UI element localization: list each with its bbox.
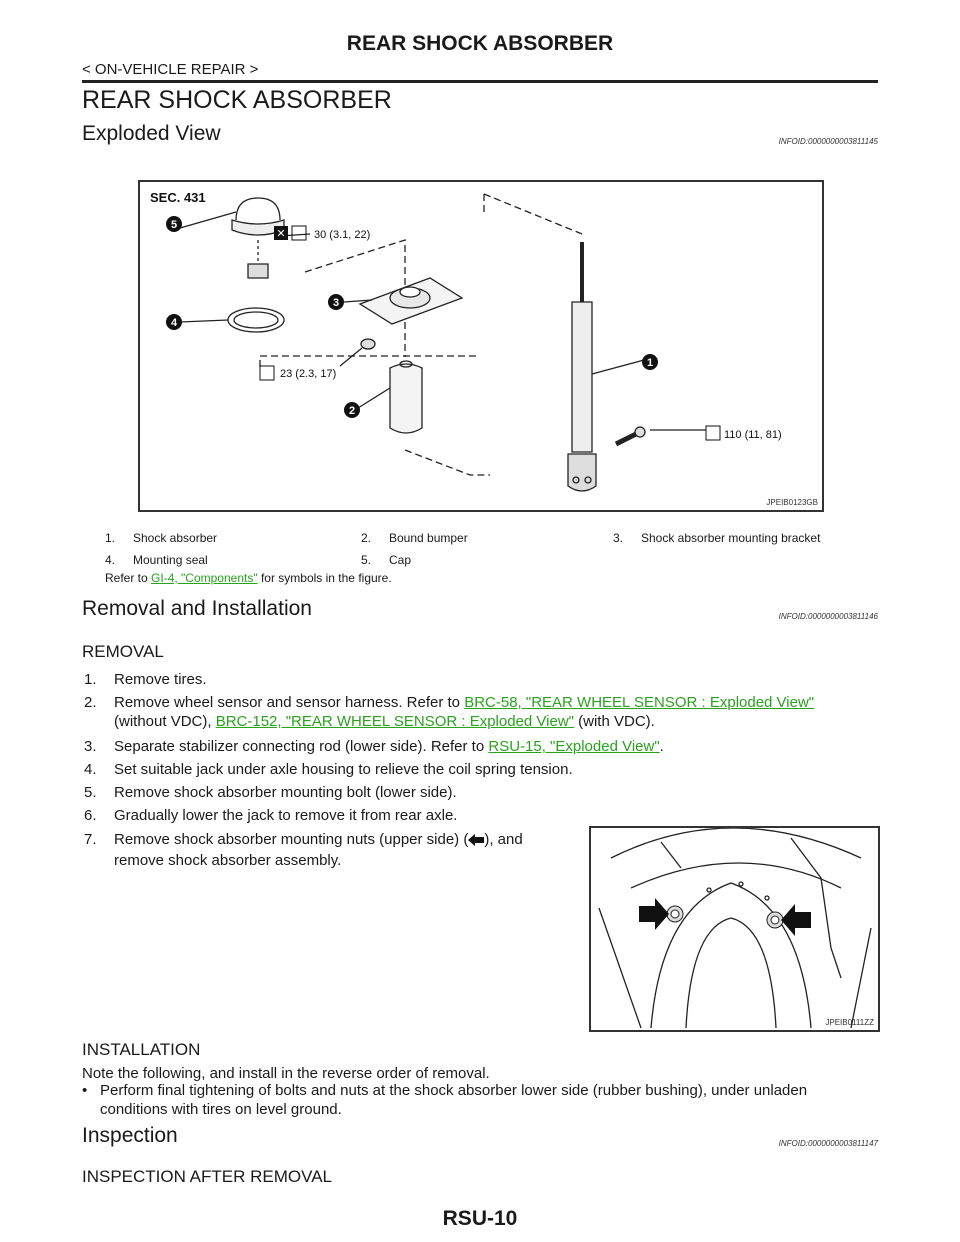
step-7: 7. Remove shock absorber mounting nuts (upper side) ( ), and remove shock absorber assembly.: [84, 831, 523, 869]
link-rsu-15[interactable]: RSU-15, "Exploded View": [488, 738, 660, 755]
exploded-view-drawing: [140, 182, 822, 510]
exploded-view-figure: [138, 180, 824, 512]
exploded-view-info-id: INFOID:0000000003811145: [778, 137, 878, 146]
link-gi-4-components[interactable]: GI-4, "Components": [151, 571, 258, 585]
callout-4: 4: [170, 317, 178, 329]
callout-1: 1: [646, 357, 654, 369]
torque-label-top: 30 (3.1, 22): [314, 229, 371, 241]
legend-row: 1. Shock absorber 2. Bound bumper 3. Shock absorber mounting bracket: [105, 531, 821, 545]
svg-text:✕: ✕: [276, 227, 286, 240]
parts-legend: [105, 527, 820, 571]
refer-note: Refer to GI-4, "Components" for symbols in the figure.: [105, 571, 392, 585]
arrow-left-icon: [468, 832, 484, 851]
callout-3: 3: [332, 297, 340, 309]
header-divider: [82, 80, 878, 83]
torque-label-middle: 23 (2.3, 17): [280, 368, 337, 380]
installation-note: Note the following, and install in the reverse order of removal.: [82, 1065, 490, 1082]
torque-symbol-bottom: [706, 426, 720, 440]
figure-id: JPEIB0111ZZ: [825, 1018, 874, 1027]
step-6: 6. Gradually lower the jack to remove it from rear axle.: [84, 807, 458, 824]
inspection-after-removal-heading: INSPECTION AFTER REMOVAL: [82, 1167, 333, 1186]
mounting-nut-left: [667, 906, 683, 922]
step-4: 4. Set suitable jack under axle housing to relieve the coil spring tension.: [84, 761, 573, 778]
breadcrumb: < ON-VEHICLE REPAIR >: [82, 61, 259, 78]
step-2: 2. Remove wheel sensor and sensor harness. Refer to BRC-58, "REAR WHEEL SENSOR : Exploded View" (without VDC), BRC-152, "REAR WHEEL SENSOR : Exploded View" (with VDC).: [84, 694, 815, 730]
inspection-info-id: INFOID:0000000003811147: [778, 1139, 878, 1148]
removal-installation-heading: Removal and Installation: [82, 597, 312, 620]
exploded-view-heading: Exploded View: [82, 122, 221, 145]
removal-installation-info-id: INFOID:0000000003811146: [778, 612, 878, 621]
step-3: 3. Separate stabilizer connecting rod (lower side). Refer to RSU-15, "Exploded View".: [84, 738, 664, 755]
torque-label-bottom: 110 (11, 81): [724, 429, 782, 441]
torque-symbol-top: [274, 226, 306, 240]
page-title: REAR SHOCK ABSORBER: [82, 86, 392, 114]
mounting-nuts-drawing: [591, 828, 878, 1030]
arrow-right-icon: [639, 898, 669, 930]
mounting-nut-right: [767, 912, 783, 928]
running-header-title: REAR SHOCK ABSORBER: [346, 32, 614, 55]
figure-id: JPEIB0123GB: [766, 498, 818, 507]
installation-heading: INSTALLATION: [82, 1040, 201, 1059]
legend-row: 4. Mounting seal 5. Cap: [105, 553, 412, 567]
page-number: RSU-10: [442, 1207, 518, 1230]
inspection-heading: Inspection: [82, 1124, 178, 1147]
callout-2: 2: [348, 405, 356, 417]
removal-heading: REMOVAL: [82, 642, 164, 661]
torque-symbol-middle: [260, 366, 274, 380]
step-1: 1. Remove tires.: [84, 671, 207, 688]
callout-5: 5: [170, 219, 178, 231]
section-label: SEC. 431: [150, 190, 206, 205]
step-5: 5. Remove shock absorber mounting bolt (lower side).: [84, 784, 457, 801]
link-brc-152[interactable]: BRC-152, "REAR WHEEL SENSOR : Exploded View": [215, 713, 574, 730]
installation-bullet: • Perform final tightening of bolts and nuts at the shock absorber lower side (rubber bushing), under unladen conditions with tires on level ground.: [82, 1082, 808, 1118]
link-brc-58[interactable]: BRC-58, "REAR WHEEL SENSOR : Exploded View": [464, 694, 815, 711]
mounting-nuts-figure: [589, 826, 880, 1032]
